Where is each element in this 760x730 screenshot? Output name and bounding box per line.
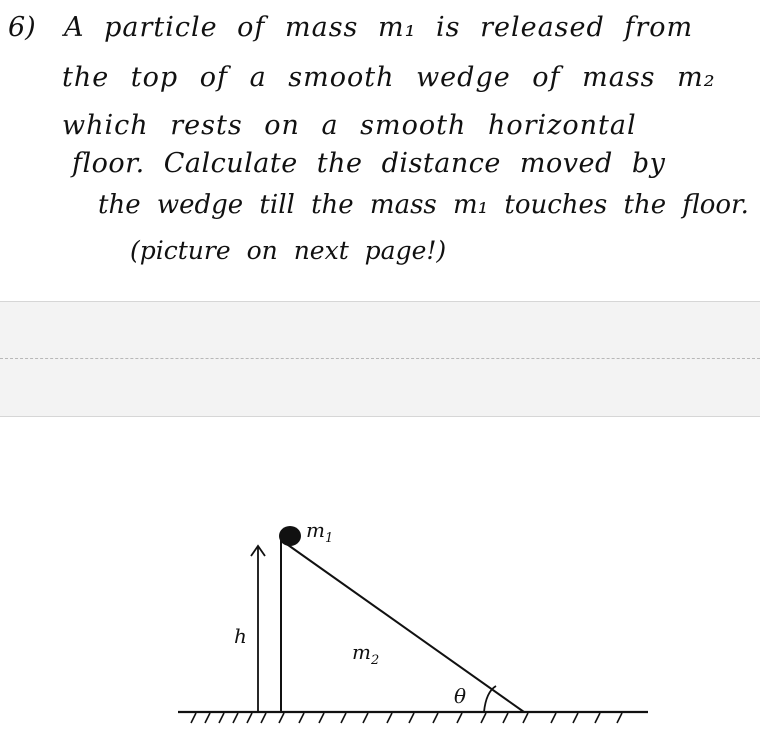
question-number: 6) [8, 12, 36, 43]
angle-label: θ [454, 684, 467, 708]
question-note: (picture on next page!) [130, 236, 447, 265]
wedge-diagram [0, 416, 760, 730]
wedge-triangle [281, 540, 524, 712]
question-line-1: A particle of mass m₁ is released from [64, 12, 694, 43]
particle-dot [279, 526, 301, 546]
height-label: h [234, 624, 247, 648]
question-line-4: floor. Calculate the distance moved by [72, 148, 666, 179]
wedge-mass-symbol: m [352, 640, 371, 664]
particle-mass-label [306, 518, 334, 546]
wedge-mass-subscript: 2 [370, 653, 380, 668]
page-separator [0, 301, 760, 417]
question-line-3: which rests on a smooth horizontal [62, 110, 637, 141]
question-line-5: the wedge till the mass m₁ touches the floor. [98, 190, 749, 220]
floor-hatching [191, 713, 622, 723]
page-break-line [0, 358, 760, 359]
question-text-block [0, 0, 760, 300]
wedge-diagram-svg [0, 416, 760, 730]
particle-mass-subscript: 1 [324, 531, 334, 546]
wedge-mass-label [352, 640, 380, 668]
particle-mass-symbol: m [306, 518, 325, 542]
question-line-2: the top of a smooth wedge of mass m₂ [62, 62, 716, 93]
